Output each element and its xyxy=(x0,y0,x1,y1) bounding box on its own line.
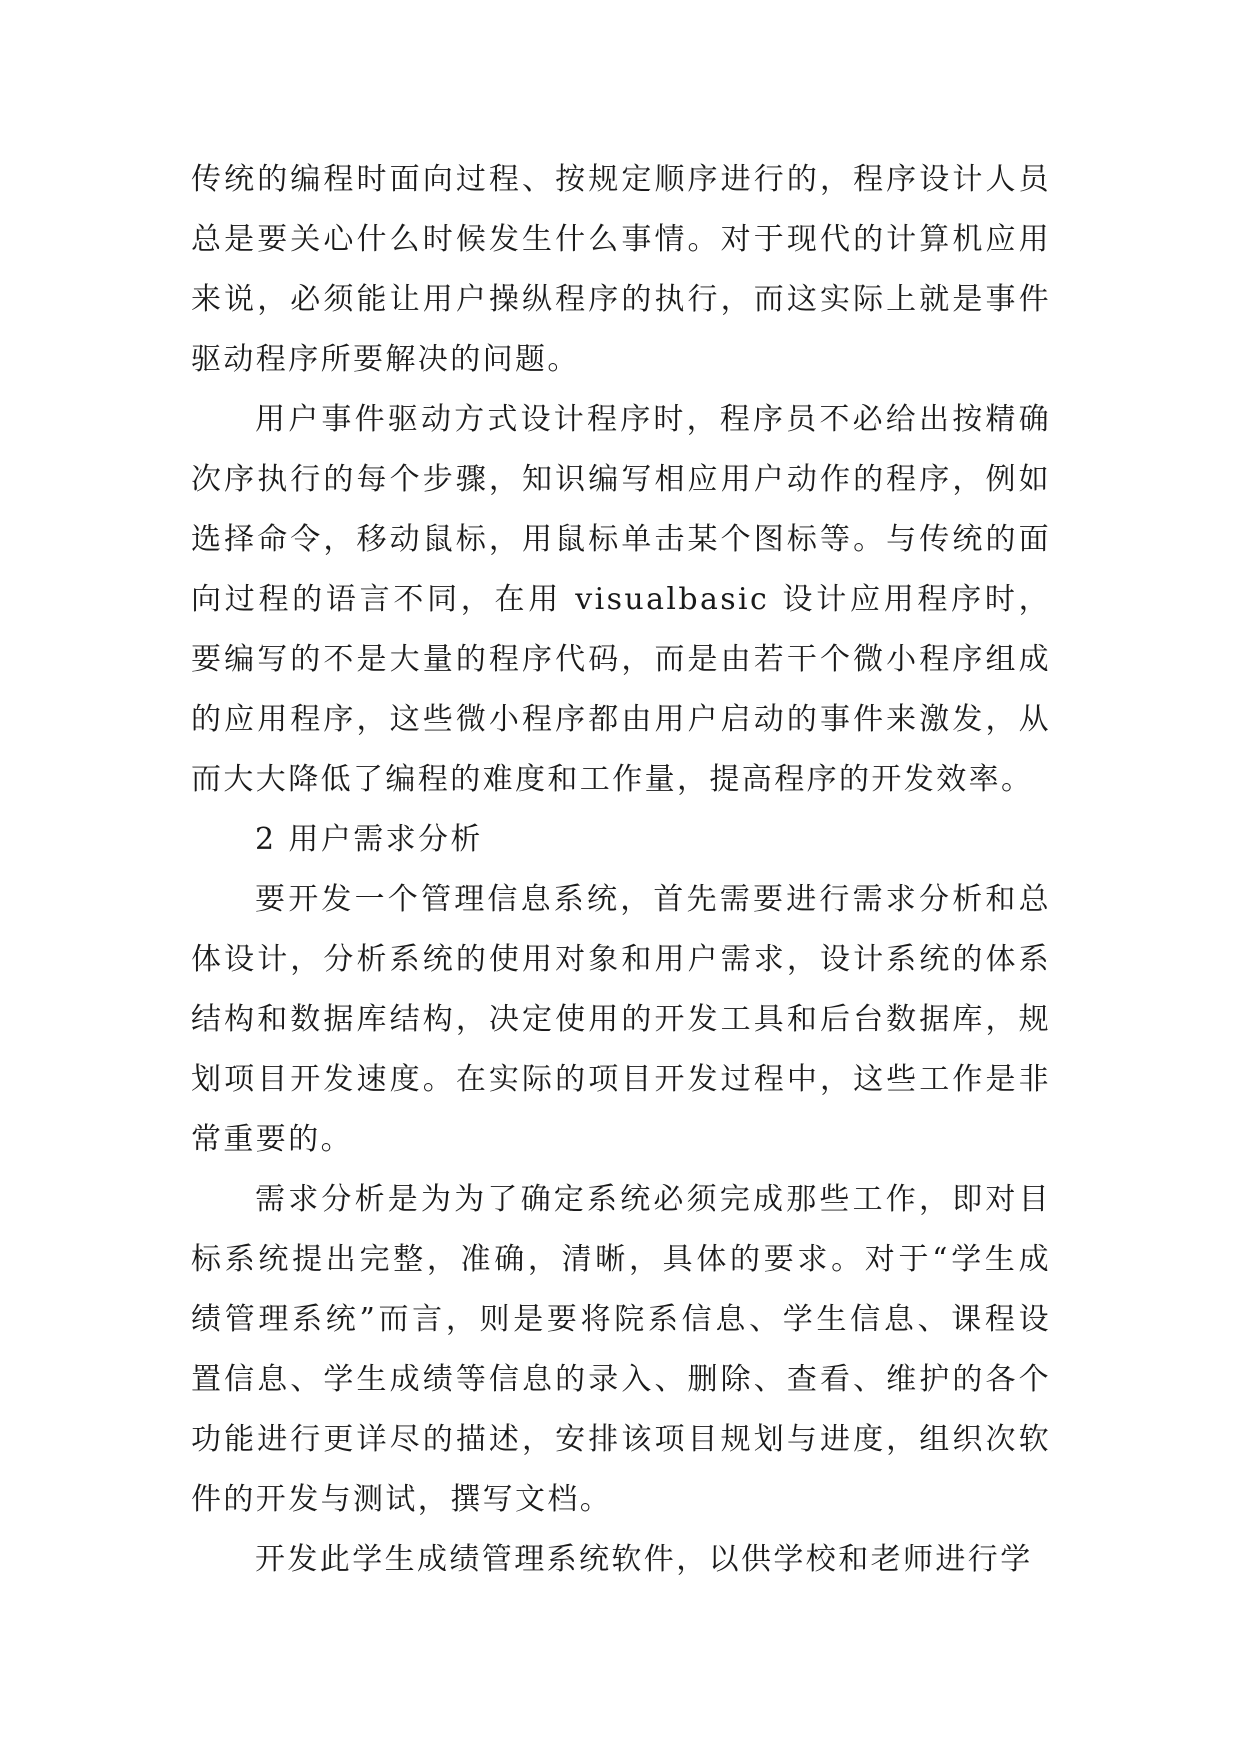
paragraph-event-driven-intro: 传统的编程时面向过程、按规定顺序进行的，程序设计人员总是要关心什么时候发生什么事情。对于现代的计算机应用来说，必须能让用户操纵程序的执行，而这实际上就是事件驱动程序所要解决的问题。 xyxy=(191,162,1051,377)
paragraph-development-purpose: 开发此学生成绩管理系统软件，以供学校和老师进行学 xyxy=(255,1542,1033,1577)
paragraph-requirements-overview: 要开发一个管理信息系统，首先需要进行需求分析和总体设计，分析系统的使用对象和用户需求，设计系统的体系结构和数据库结构，决定使用的开发工具和后台数据库，规划项目开发速度。在实际的项目开发过程中，这些工作是非常重要的。 xyxy=(191,882,1051,1157)
section-heading-requirements: 2 用户需求分析 xyxy=(255,822,483,857)
paragraph-event-driven-design: 用户事件驱动方式设计程序时，程序员不必给出按精确次序执行的每个步骤，知识编写相应用户动作的程序，例如选择命令，移动鼠标，用鼠标单击某个图标等。与传统的面向过程的语言不同，在用 visualbasic 设计应用程序时，要编写的不是大量的程序代码，而是由若干个微小程序组成的应用程序，这些微小程序都由用户启动的事件来激发，从而大大降低了编程的难度和工作量，提高程序的开发效率。 xyxy=(191,402,1051,797)
paragraph-requirements-definition: 需求分析是为为了确定系统必须完成那些工作，即对目标系统提出完整，准确，清晰，具体的要求。对于“学生成绩管理系统”而言，则是要将院系信息、学生信息、课程设置信息、学生成绩等信息的录入、删除、查看、维护的各个功能进行更详尽的描述，安排该项目规划与进度，组织次软件的开发与测试，撰写文档。 xyxy=(191,1182,1051,1517)
document-body xyxy=(191,150,1051,1590)
